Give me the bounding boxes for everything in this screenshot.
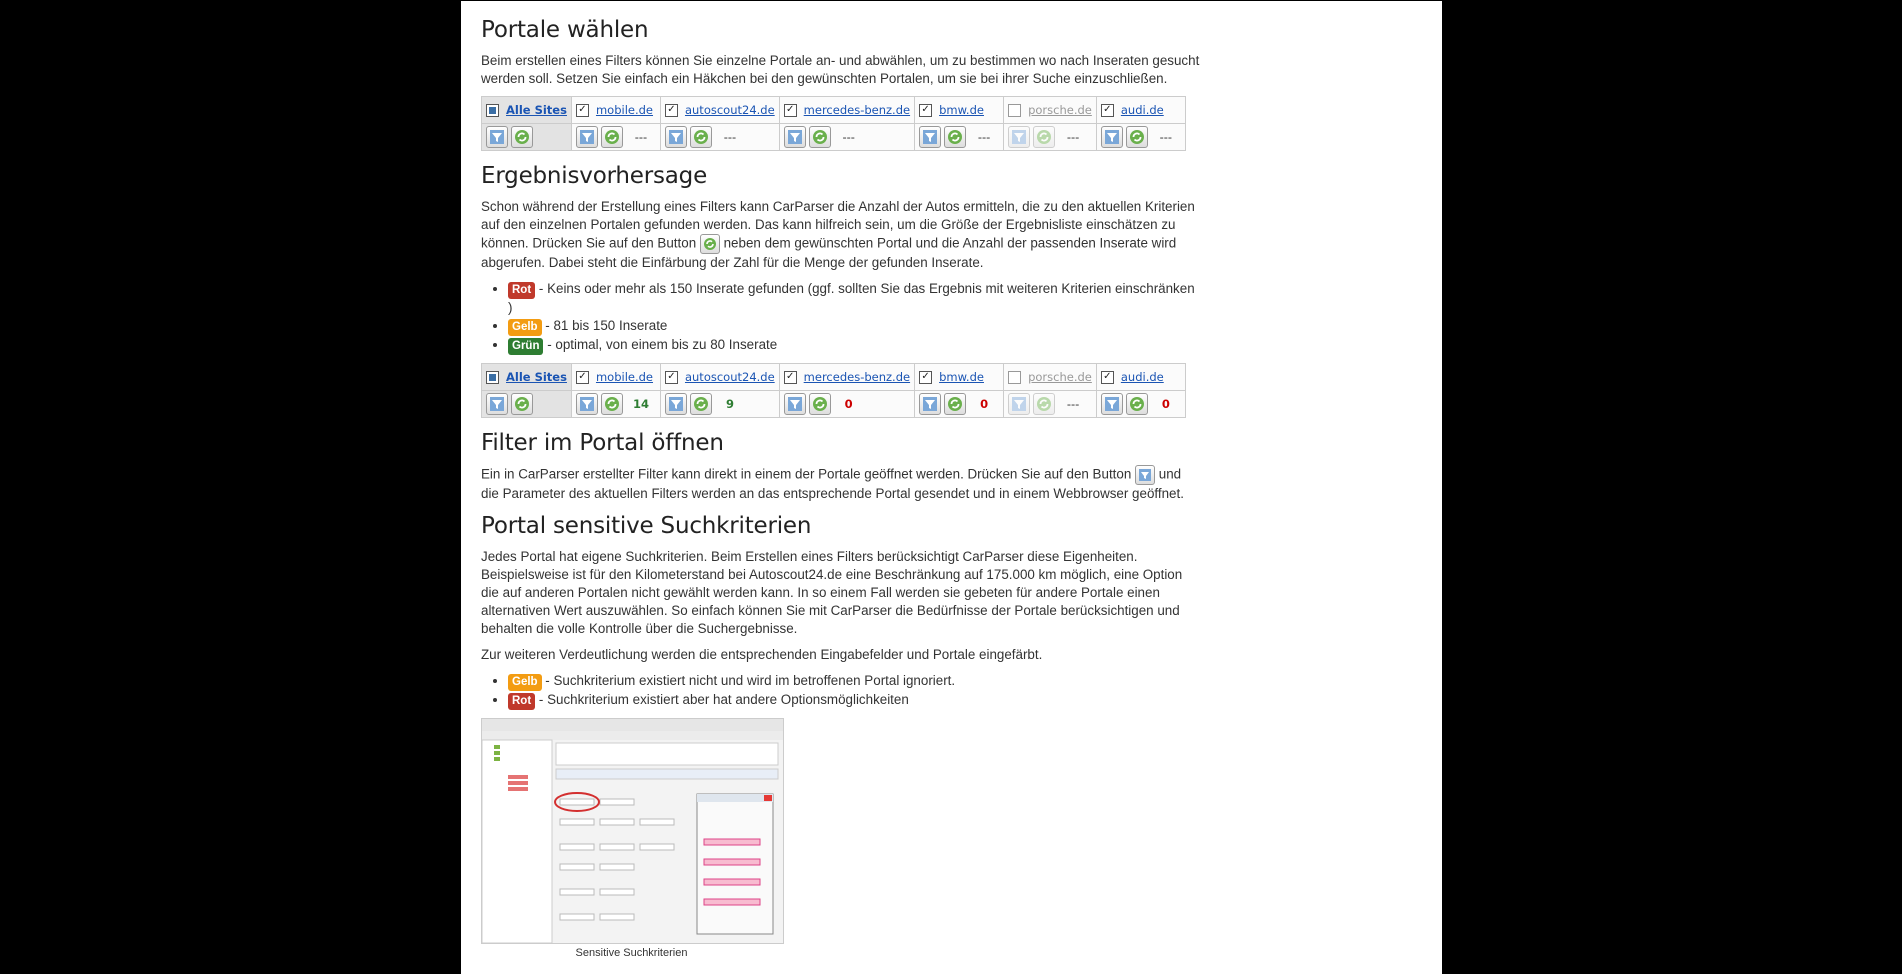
portal-link[interactable]: mercedes-benz.de: [803, 370, 911, 384]
portal-checkbox[interactable]: ✓: [919, 104, 932, 117]
refresh-button[interactable]: [690, 126, 712, 148]
result-count: ---: [977, 130, 991, 144]
portal-link[interactable]: mobile.de: [595, 370, 654, 384]
refresh-button[interactable]: [809, 126, 831, 148]
portal-checkbox[interactable]: ✓: [1101, 104, 1114, 117]
result-count: 0: [1161, 397, 1170, 411]
open-filter-button[interactable]: [665, 393, 687, 415]
portal-action-cell: [571, 124, 660, 151]
portal-action-cell: [779, 124, 914, 151]
table-row: [482, 364, 1186, 391]
portal-header-cell: [779, 97, 914, 124]
list-item-text: - Keins oder mehr als 150 Inserate gefunden (ggf. sollten Sie das Ergebnis mit weiteren Kriterien einschränken ): [508, 281, 1195, 315]
portal-checkbox[interactable]: ✓: [784, 371, 797, 384]
list-item-text: - 81 bis 150 Inserate: [541, 318, 668, 333]
open-filter-button[interactable]: [665, 126, 687, 148]
text-vorhersage-after: neben dem gewünschten Portal und die Anzahl der passenden Inserate wird abgerufen. Dabei steht die Einfärbung der Zahl für die Menge der gefunden Inserate.: [481, 235, 1177, 270]
refresh-button[interactable]: [944, 393, 966, 415]
portal-header-cell: [1004, 97, 1097, 124]
all-sites-cell: [482, 97, 572, 124]
refresh-button[interactable]: [809, 393, 831, 415]
result-count: ---: [1066, 130, 1080, 144]
heading-sensitive: Portal sensitive Suchkriterien: [481, 513, 812, 539]
list-item-text: - optimal, von einem bis zu 80 Inserate: [543, 337, 778, 352]
open-filter-icon: [1135, 465, 1155, 485]
all-sites-actions: [482, 391, 572, 418]
result-count: 9: [725, 397, 734, 411]
result-count: 14: [632, 397, 649, 411]
table-row: [482, 97, 1186, 124]
list-item: [508, 672, 1201, 691]
all-sites-checkbox[interactable]: [486, 104, 499, 117]
refresh-button[interactable]: [1033, 393, 1055, 415]
list-item: [508, 336, 1201, 355]
portal-header-cell: [660, 364, 779, 391]
portal-link[interactable]: mobile.de: [595, 103, 654, 117]
portal-action-cell: [1004, 391, 1097, 418]
text-vorhersage: [481, 198, 1201, 272]
result-count: 0: [844, 397, 853, 411]
all-sites-actions: [482, 124, 572, 151]
heading-vorhersage: Ergebnisvorhersage: [481, 163, 708, 189]
badge-rot: Rot: [508, 282, 535, 299]
open-filter-button[interactable]: [1101, 393, 1123, 415]
portal-checkbox[interactable]: [1008, 371, 1021, 384]
text-sensitive-2: Zur weiteren Verdeutlichung werden die entsprechenden Eingabefelder und Portale eingefärbt.: [481, 647, 1043, 662]
list-item: [508, 317, 1201, 336]
open-filter-button[interactable]: [1008, 393, 1030, 415]
table-row: [482, 124, 1186, 151]
all-sites-cell: [482, 364, 572, 391]
refresh-button[interactable]: [690, 393, 712, 415]
open-filter-button[interactable]: [1008, 126, 1030, 148]
badge-rot: Rot: [508, 693, 535, 710]
portal-checkbox[interactable]: ✓: [919, 371, 932, 384]
open-filter-button[interactable]: [486, 393, 508, 415]
result-count: 0: [980, 397, 989, 411]
text-portale: Beim erstellen eines Filters können Sie einzelne Portale an- und abwählen, um zu bestimmen wo nach Inseraten gesucht werden soll. Setzen Sie einfach ein Häkchen bei den gewünschten Portalen, um sie bei ihrer Suche einzuschließen.: [481, 53, 1200, 86]
screenshot-thumbnail[interactable]: [481, 718, 784, 944]
portal-action-cell: [571, 391, 660, 418]
portal-action-cell: [779, 391, 914, 418]
portal-action-cell: [1096, 124, 1185, 151]
portal-table: [481, 96, 1186, 151]
portal-header-cell: [1004, 364, 1097, 391]
all-sites-link[interactable]: Alle Sites: [506, 370, 567, 384]
portal-link[interactable]: autoscout24.de: [684, 370, 775, 384]
result-count: ---: [1066, 397, 1080, 411]
portal-link[interactable]: porsche.de: [1028, 103, 1092, 117]
portal-checkbox[interactable]: ✓: [1101, 371, 1114, 384]
text-filter-after: und die Parameter des aktuellen Filters werden an das entsprechende Portal gesendet und in einem Webbrowser geöffnet.: [481, 466, 1184, 501]
portal-header-cell: [779, 364, 914, 391]
open-filter-button[interactable]: [576, 393, 598, 415]
portal-header-cell: [915, 364, 1004, 391]
all-sites-link[interactable]: Alle Sites: [506, 103, 567, 117]
open-filter-button[interactable]: [919, 126, 941, 148]
text-filter-before: Ein in CarParser erstellter Filter kann direkt in einem der Portale geöffnet werden. Drücken Sie auf den Button: [481, 466, 1132, 482]
open-filter-button[interactable]: [784, 393, 806, 415]
portal-checkbox[interactable]: ✓: [576, 104, 589, 117]
refresh-button[interactable]: [601, 126, 623, 148]
badge-gruen: Grün: [508, 338, 543, 355]
open-filter-button[interactable]: [576, 126, 598, 148]
refresh-button[interactable]: [944, 126, 966, 148]
result-count: ---: [1159, 130, 1173, 144]
portal-link[interactable]: autoscout24.de: [684, 103, 775, 117]
portal-checkbox[interactable]: [1008, 104, 1021, 117]
screenshot-caption: Sensitive Suchkriterien: [575, 947, 688, 959]
portal-link[interactable]: porsche.de: [1028, 370, 1092, 384]
refresh-button[interactable]: [1126, 126, 1148, 148]
portal-checkbox[interactable]: ✓: [784, 104, 797, 117]
refresh-button[interactable]: [511, 393, 533, 415]
page-container: [461, 1, 1442, 974]
open-filter-button[interactable]: [1101, 126, 1123, 148]
portal-header-cell: [1096, 97, 1185, 124]
portal-link[interactable]: bmw.de: [939, 370, 984, 384]
portal-header-cell: [1096, 364, 1185, 391]
refresh-button[interactable]: [1033, 126, 1055, 148]
table-row: [482, 391, 1186, 418]
list-item: [508, 691, 1201, 710]
open-filter-button[interactable]: [919, 393, 941, 415]
list-item-text: - Suchkriterium existiert nicht und wird im betroffenen Portal ignoriert.: [541, 673, 956, 688]
portal-action-cell: [915, 124, 1004, 151]
portal-link[interactable]: bmw.de: [939, 103, 984, 117]
screenshot-illustration: [482, 719, 783, 943]
portal-header-cell: [571, 97, 660, 124]
portal-table: [481, 363, 1186, 418]
all-sites-checkbox[interactable]: [486, 371, 499, 384]
content: [481, 15, 1201, 959]
result-count: ---: [723, 130, 737, 144]
portal-checkbox[interactable]: ✓: [665, 371, 678, 384]
open-filter-button[interactable]: [784, 126, 806, 148]
portal-action-cell: [1004, 124, 1097, 151]
list-item: [508, 280, 1201, 317]
color-legend-list: [481, 280, 1201, 355]
portal-header-cell: [571, 364, 660, 391]
portal-table-2-wrap: [481, 363, 1201, 418]
portal-checkbox[interactable]: ✓: [665, 104, 678, 117]
portal-checkbox[interactable]: ✓: [576, 371, 589, 384]
heading-filter: Filter im Portal öffnen: [481, 430, 724, 456]
badge-gelb: Gelb: [508, 674, 542, 691]
text-sensitive-1: Jedes Portal hat eigene Suchkriterien. Beim Erstellen eines Filters berücksichtigt CarParser diese Eigenheiten. Beispielsweise ist für den Kilometerstand bei Autoscout24.de eine Beschränkung auf 175.000 km möglich, eine Option die auf anderen Portalen nicht gewählt werden kann. In so einem Fall werden sie gebeten für andere Portale einen alternativen Wert auszuwählen. So einfach können Sie mit CarParser die Bedürfnisse der Portale berücksichtigen und behalten die volle Kontrolle über die Suchergebnisse.: [481, 549, 1183, 636]
refresh-icon: [700, 234, 720, 254]
portal-table-1-wrap: [481, 96, 1201, 151]
portal-link[interactable]: mercedes-benz.de: [803, 103, 911, 117]
refresh-button[interactable]: [511, 126, 533, 148]
sensitive-legend-list: [481, 672, 1201, 710]
portal-header-cell: [660, 97, 779, 124]
portal-action-cell: [1096, 391, 1185, 418]
portal-link[interactable]: audi.de: [1120, 103, 1164, 117]
portal-action-cell: [660, 391, 779, 418]
refresh-button[interactable]: [1126, 393, 1148, 415]
portal-header-cell: [915, 97, 1004, 124]
portal-link[interactable]: audi.de: [1120, 370, 1164, 384]
text-vorhersage-before: Schon während der Erstellung eines Filters kann CarParser die Anzahl der Autos ermitteln, die zu den aktuellen Kriterien auf den einzelnen Portalen gefunden werden. Das kann hilfreich sein, um die Größe der Ergebnisliste einschätzen zu können. Drücken Sie auf den Button: [481, 199, 1195, 251]
refresh-button[interactable]: [601, 393, 623, 415]
heading-portale: Portale wählen: [481, 17, 649, 43]
result-count: ---: [842, 130, 855, 144]
result-count: ---: [634, 130, 648, 144]
portal-action-cell: [660, 124, 779, 151]
open-filter-button[interactable]: [486, 126, 508, 148]
text-filter: [481, 465, 1201, 503]
badge-gelb: Gelb: [508, 319, 542, 336]
portal-action-cell: [915, 391, 1004, 418]
list-item-text: - Suchkriterium existiert aber hat andere Optionsmöglichkeiten: [535, 692, 909, 707]
